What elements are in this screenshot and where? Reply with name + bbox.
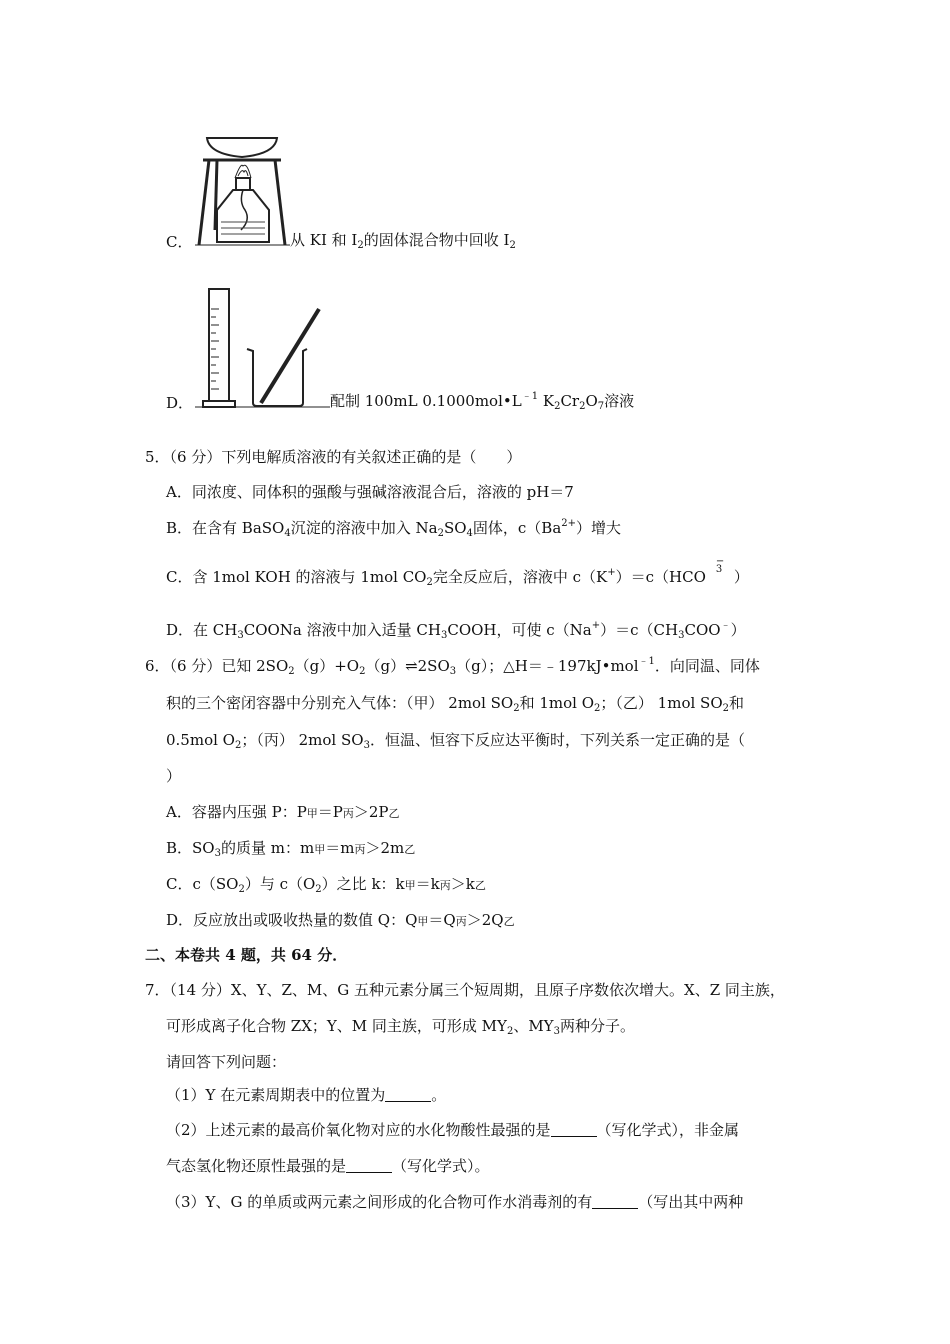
q7-instruction: 请回答下列问题： bbox=[166, 1053, 287, 1071]
flame bbox=[235, 165, 251, 178]
q6-stem-line1: 6．（6 分）已知 $2SO_2(g)+O_2(g)\rightleftharpoons 2SO_3(g)$；△H＝﹣197kJ•mol$^{﹣1}$．向同温、同体 bbox=[145, 656, 760, 677]
evaporation-apparatus-figure bbox=[195, 130, 290, 248]
q5-option-a: A．同浓度、同体积的强酸与强碱溶液混合后，溶液的 pH＝7 bbox=[166, 483, 574, 501]
q5-option-d: D．在 $CH_3COONa$ 溶液中加入适量 $CH_3COOH$，可使 $c(Na^+)=c(CH_3COO^﹣)$ bbox=[166, 620, 746, 641]
q7-stem-line2: 可形成离子化合物 ZX；Y、M 同主族，可形成 $MY_2$、$MY_3$两种分子。 bbox=[166, 1017, 635, 1037]
q6-stem-line3: 0.5mol $O_2$；（丙） 2mol $SO_3$．恒温、恒容下反应达平衡时，下列关系一定正确的是（ bbox=[166, 731, 745, 751]
q7-part3-line1: （3）Y、G 的单质或两元素之间形成的化合物可作水消毒剂的有 （写出其中两种 bbox=[166, 1193, 744, 1211]
q7-part2-line2: 气态氢化物还原性最强的是 （写化学式）。 bbox=[166, 1157, 490, 1175]
q5-option-c: C．含 1mol KOH 的溶液与 1mol $CO_2$完全反应后，溶液中 c（K+）＝c（HCO − 3 ） bbox=[166, 556, 749, 588]
q5-option-b: B．在含有 BaSO$_4$沉淀的溶液中加入 $Na_2SO_4$固体，$c(Ba^{2+})$增大 bbox=[166, 518, 622, 539]
q6-stem-line4: ） bbox=[166, 767, 182, 785]
q7-stem-line1: 7．（14 分）X、Y、Z、M、G 五种元素分属三个短周期，且原子序数依次增大。X、Z 同主族， bbox=[145, 981, 785, 999]
evaporating-dish bbox=[207, 138, 277, 157]
glass-rod bbox=[261, 309, 319, 403]
q4-option-c-label: C． bbox=[166, 233, 193, 251]
answer-blank[interactable] bbox=[346, 1158, 392, 1173]
answer-blank[interactable] bbox=[385, 1087, 431, 1102]
q7-part2-line1: （2）上述元素的最高价氧化物对应的水化物酸性最强的是 （写化学式），非金属 bbox=[166, 1121, 740, 1139]
q4-option-c-text: 从 KI 和 $I_2$的固体混合物中回收 $I_2$ bbox=[290, 231, 516, 251]
q7-part1: （1）Y 在元素周期表中的位置为 。 bbox=[166, 1086, 447, 1104]
q6-option-c: C．$c(SO_2)$与 $c(O_2)$之比 k：k甲＝k丙＞k乙 bbox=[166, 875, 486, 895]
q6-option-b: B．$SO_3$的质量 m：m甲＝m丙＞2m乙 bbox=[166, 839, 416, 859]
section-2-heading: 二、本卷共 4 题，共 64 分． bbox=[145, 946, 348, 964]
solution-preparation-figure bbox=[195, 285, 330, 410]
answer-blank[interactable] bbox=[592, 1194, 638, 1209]
q6-stem-line2: 积的三个密闭容器中分别充入气体：（甲） 2mol $SO_2$和 1mol $O_2$；（乙） 1mol $SO_2$和 bbox=[166, 694, 745, 714]
alcohol-lamp bbox=[217, 178, 269, 242]
answer-blank[interactable] bbox=[551, 1122, 597, 1137]
q6-option-a: A．容器内压强 P：P甲＝P丙＞2P乙 bbox=[166, 803, 400, 821]
q4-option-d-label: D． bbox=[166, 394, 194, 412]
q5-stem: 5．（6 分）下列电解质溶液的有关叙述正确的是（ ） bbox=[145, 448, 522, 466]
graduated-cylinder bbox=[203, 289, 235, 407]
q4-option-d-text: 配制 100mL $0.1000mol•L^{﹣1}$ $K_2Cr_2O_7$溶液 bbox=[330, 391, 635, 412]
q6-option-d: D．反应放出或吸收热量的数值 Q：Q甲＝Q丙＞2Q乙 bbox=[166, 911, 515, 929]
